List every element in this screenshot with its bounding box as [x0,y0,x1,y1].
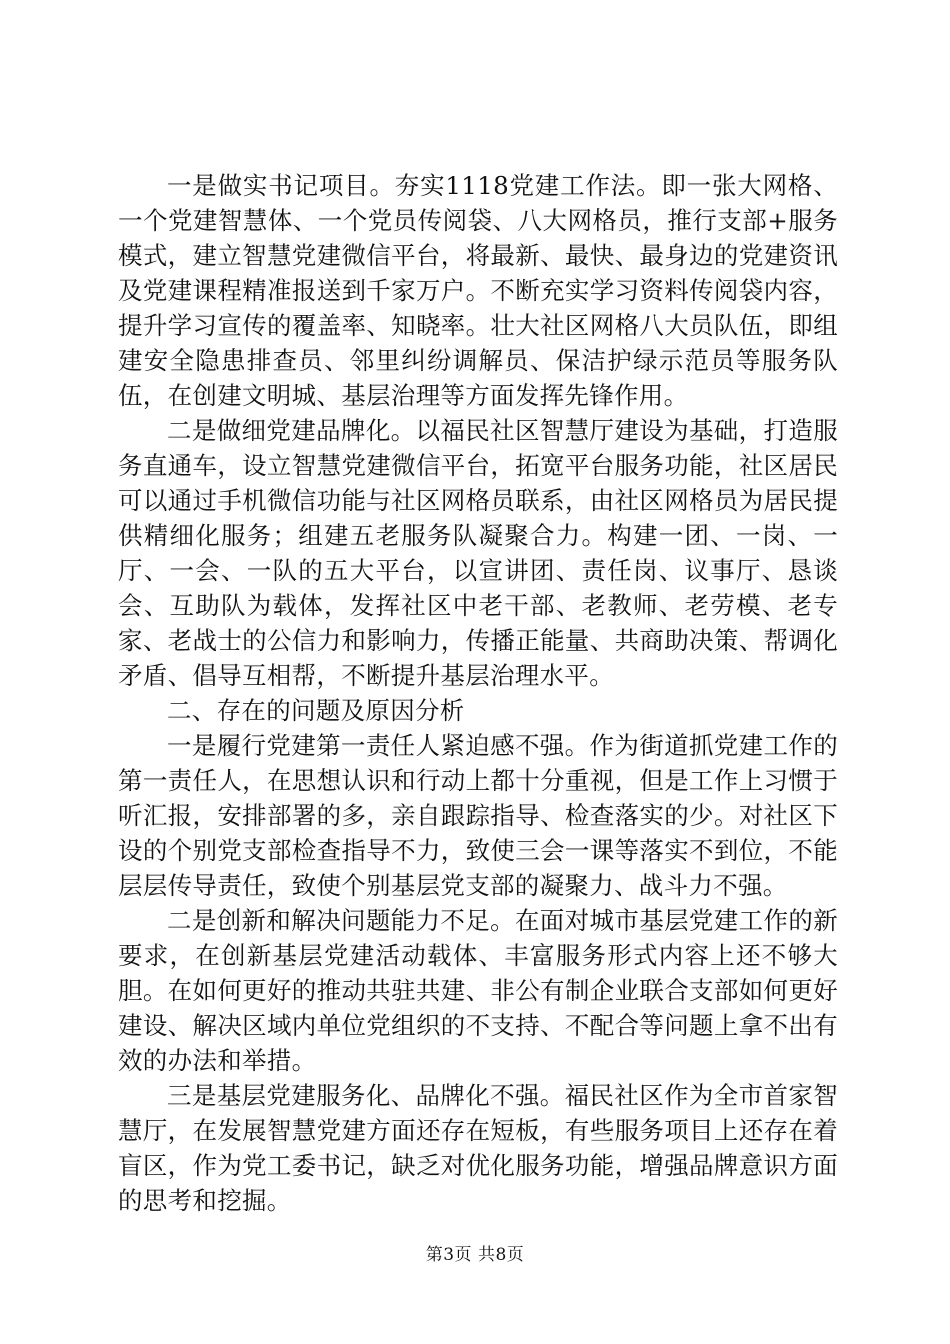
document-body [118,168,838,1218]
paragraph-service-branding: 三是基层党建服务化、品牌化不强。福民社区作为全市首家智慧厅，在发展智慧党建方面还存在短板，有些服务项目上还存在着盲区，作为党工委书记，缺乏对优化服务功能，增强品牌意识方面的思考和挖掘。 [118,1081,838,1215]
paragraph-responsibility: 一是履行党建第一责任人紧迫感不强。作为街道抓党建工作的第一责任人，在思想认识和行动上都十分重视，但是工作上习惯于听汇报，安排部署的多，亲自跟踪指导、检查落实的少。对社区下设的个别党支部检查指导不力，致使三会一课等落实不到位，不能层层传导责任，致使个别基层党支部的凝聚力、战斗力不强。 [118,731,838,900]
paragraph-innovation: 二是创新和解决问题能力不足。在面对城市基层党建工作的新要求，在创新基层党建活动载体、丰富服务形式内容上还不够大胆。在如何更好的推动共驻共建、非公有制企业联合支部如何更好建设、解决区域内单位党组织的不支持、不配合等问题上拿不出有效的办法和举措。 [118,906,838,1075]
paragraph-party-brand: 二是做细党建品牌化。以福民社区智慧厅建设为基础，打造服务直通车，设立智慧党建微信平台，拓宽平台服务功能，社区居民可以通过手机微信功能与社区网格员联系，由社区网格员为居民提供精细化服务；组建五老服务队凝聚合力。构建一团、一岗、一厅、一会、一队的五大平台，以宣讲团、责任岗、议事厅、恳谈会、互助队为载体，发挥社区中老干部、老教师、老劳模、老专家、老战士的公信力和影响力，传播正能量、共商助决策、帮调化矛盾、倡导互相帮，不断提升基层治理水平。 [118,416,838,690]
page-number-footer: 第3页 共8页 [425,1245,525,1265]
section-heading-problems: 二、存在的问题及原因分析 [167,696,465,725]
paragraph-work-project: 一是做实书记项目。夯实1118党建工作法。即一张大网格、一个党建智慧体、一个党员传阅袋、八大网格员，推行支部+服务模式，建立智慧党建微信平台，将最新、最快、最身边的党建资讯及党建课程精准报送到千家万户。不断充实学习资料传阅袋内容，提升学习宣传的覆盖率、知晓率。壮大社区网格八大员队伍，即组建安全隐患排查员、邻里纠纷调解员、保洁护绿示范员等服务队伍，在创建文明城、基层治理等方面发挥先锋作用。 [118,171,838,410]
